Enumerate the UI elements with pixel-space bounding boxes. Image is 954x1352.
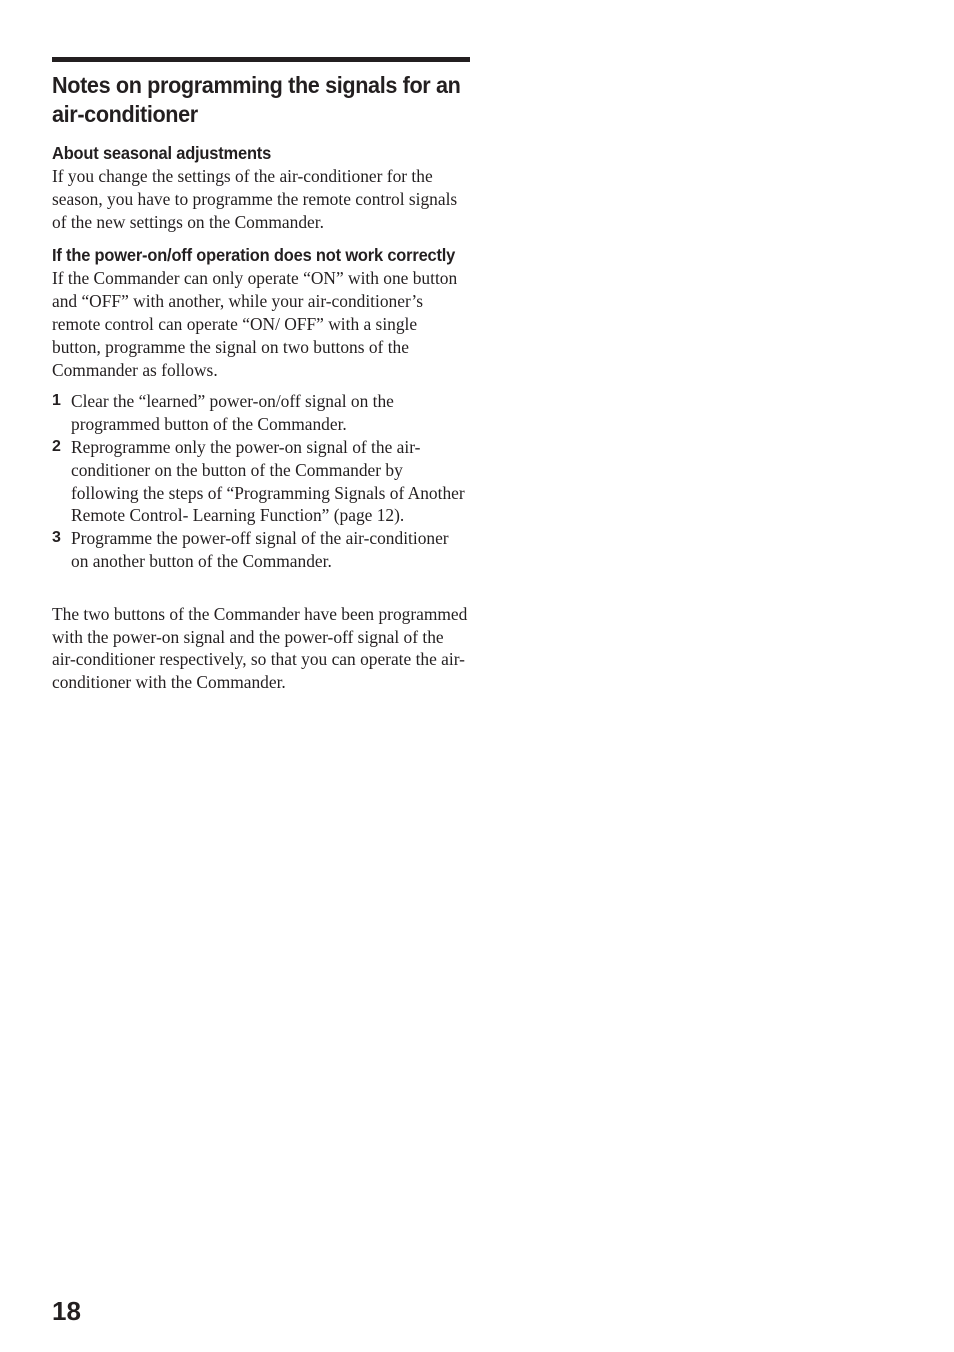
seasonal-section-title: About seasonal adjustments <box>52 143 272 163</box>
step-item <box>52 527 470 573</box>
step-text: Programme the power-off signal of the air-conditioner on another button of the Commander. <box>71 528 449 571</box>
seasonal-section-body: If you change the settings of the air-conditioner for the season, you have to programme the remote control signals of the new settings on the Commander. <box>52 166 458 232</box>
heading-rule <box>52 57 470 62</box>
step-text: Clear the “learned” power-on/off signal on the programmed button of the Commander. <box>71 391 394 435</box>
power-section-title: If the power-on/off operation does not work correctly <box>52 245 456 266</box>
closing-paragraph: The two buttons of the Commander have been programmed with the power-on signal and the power-off signal of the air-conditioner respectively, so that you can operate the air-conditioner with the Commander. <box>52 603 468 693</box>
page-number: 18 <box>52 1296 81 1326</box>
step-item <box>52 436 470 527</box>
step-text: Reprogramme only the power-on signal of the air-conditioner on the button of the Commander by following the steps of “Programming Signals of Another Remote Control- Learning Function” (page 12). <box>71 436 465 526</box>
step-item <box>52 390 470 436</box>
steps-list <box>52 390 470 572</box>
step-number: 3 <box>52 529 61 547</box>
page-heading: Notes on programming the signals for an air-conditioner <box>52 72 461 127</box>
step-number: 1 <box>52 392 61 410</box>
power-section-body: If the Commander can only operate “ON” with one button and “OFF” with another, while your air-conditioner’s remote control can operate “ON/ OFF” with a single button, programme the signal on two buttons of the Commander as follows. <box>52 268 458 380</box>
content-column <box>52 57 470 694</box>
step-number: 2 <box>52 437 61 455</box>
